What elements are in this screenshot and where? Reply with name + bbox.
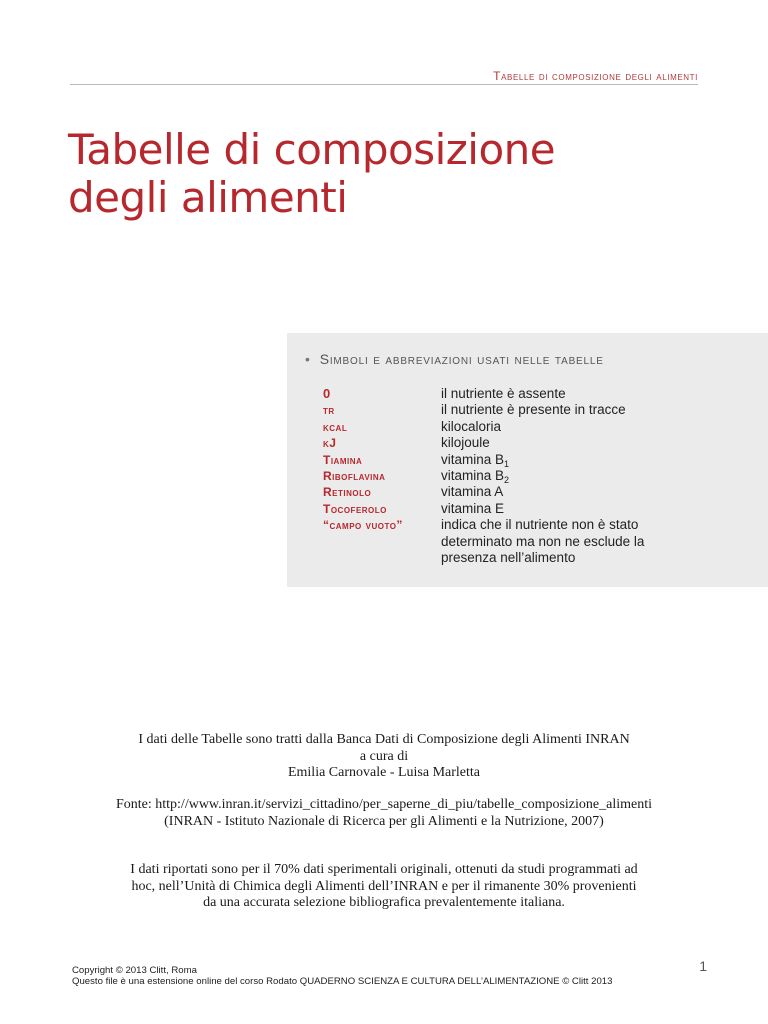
data-note-paragraph xyxy=(0,862,768,912)
footer-note: Questo file è una estensione online del corso Rodato QUADERNO SCIENZA E CULTURA DELL’ALIMENTAZIONE © Clitt 2013 xyxy=(72,976,613,987)
legend-symbol: tr xyxy=(323,403,335,418)
legend-subscript: 1 xyxy=(504,458,510,469)
fonte-paragraph xyxy=(0,797,768,830)
data-note-line: hoc, nell’Unità di Chimica degli Alimenti dell’INRAN e per il rimanente 30% provenienti xyxy=(131,878,637,894)
copyright-text: Copyright © 2013 Clitt, Roma xyxy=(72,965,197,976)
legend-symbol: “campo vuoto” xyxy=(323,518,403,533)
page-number: 1 xyxy=(699,958,707,974)
symbols-legend-box xyxy=(287,333,768,587)
source-line: I dati delle Tabelle sono tratti dalla Banca Dati di Composizione degli Alimenti INRAN xyxy=(138,732,630,747)
page-title xyxy=(68,126,555,222)
legend-symbol: Retinolo xyxy=(323,485,372,500)
legend-symbol: 0 xyxy=(323,386,331,401)
bullet-icon: • xyxy=(305,351,311,367)
legend-symbol: Tiamina xyxy=(323,452,363,467)
data-note-line: da una accurata selezione bibliografica prevalentemente italiana. xyxy=(203,895,565,910)
page-title-line-2: degli alimenti xyxy=(68,173,348,222)
page-title-line-1: Tabelle di composizione xyxy=(68,125,556,174)
data-note-line: I dati riportati sono per il 70% dati sperimentali originali, ottenuti da studi programmati ad xyxy=(130,862,638,877)
legend-heading-text: Simboli e abbreviazioni usati nelle tabelle xyxy=(319,351,604,367)
legend-description: il nutriente è presente in tracce xyxy=(441,402,626,418)
legend-description: kilocaloria xyxy=(441,418,502,434)
legend-heading xyxy=(305,351,604,367)
source-paragraph xyxy=(0,732,768,782)
legend-description: vitamina A xyxy=(441,484,504,500)
legend-description: kilojoule xyxy=(441,435,490,451)
running-title: Tabelle di composizione degli alimenti xyxy=(493,69,698,83)
legend-symbol: Tocoferolo xyxy=(323,501,387,516)
legend-symbol: Riboflavina xyxy=(323,468,386,483)
legend-symbol: kJ xyxy=(323,436,337,451)
authors-line: Emilia Carnovale - Luisa Marletta xyxy=(287,765,481,780)
legend-symbol: kcal xyxy=(323,419,348,434)
legend-description: vitamina E xyxy=(441,500,505,516)
source-line: a cura di xyxy=(359,748,409,764)
legend-description-text: vitamina B xyxy=(441,467,505,483)
footer xyxy=(72,965,612,987)
legend-description xyxy=(441,452,681,469)
header-rule xyxy=(70,84,698,85)
legend-description: indica che il nutriente non è stato determinato ma non ne esclude la presenza nell’alimento xyxy=(441,517,645,566)
legend-subscript: 2 xyxy=(504,474,510,485)
legend-description-text: vitamina B xyxy=(441,451,505,467)
fonte-institute-line: (INRAN - Istituto Nazionale di Ricerca per gli Alimenti e la Nutrizione, 2007) xyxy=(164,813,604,829)
legend-description: il nutriente è assente xyxy=(441,386,566,401)
legend-description xyxy=(441,468,681,485)
fonte-url-line: Fonte: http://www.inran.it/servizi_cittadino/per_saperne_di_piu/tabelle_composizione_alimenti xyxy=(115,797,653,812)
